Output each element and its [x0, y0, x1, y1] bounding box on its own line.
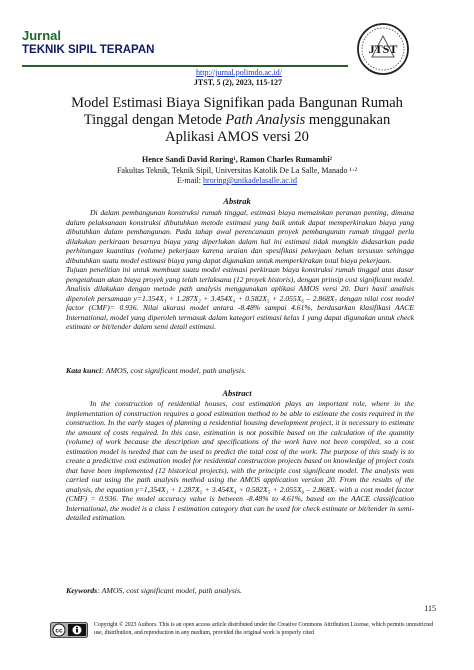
title-line2-italic: Path Analysis [225, 112, 306, 128]
kata-kunci-label: Kata kunci [66, 366, 102, 375]
cc-by-license-icon [50, 622, 88, 638]
author-block [30, 155, 444, 187]
abstrak-heading: Abstrak [223, 196, 251, 206]
keywords-values: : AMOS, cost significant model, path analysis. [97, 586, 242, 595]
abstract-paragraph-1: In the construction of residential houses, cost estimation plays an important role, where in the implementation of construction requires a good estimation method to be able to estimate the costs required in the construction. In the early stages of planning a residential housing development project, it is necessary to estimate the amount of costs required. In this case, estimation is not possible based on the calculation of the quantity (volume) of work because the description and specifications of the work have not been compiled, so a cost estimation model is needed that can be used to predict the total cost of the work. The purpose of this study is to create a predictive cost estimation model for residential construction projects based on knowledge of project costs that have been implemented (12 historical projects), with the principle cost significant model. The analysis was carried out using the path analysis method using the AMOS application version 20. From the results of the analysis, the equation y=1,354X₁ + 1.287X₂ + 3.454X₄ + 0.582X₅ + 2.055X₆ – 2.868X₇ with a cost model factor (CMF) = 0.936. The model accuracy value is between -8.48% to 4.61%, based on the AACE classification International, the model is a class 1 estimation category that can be used for check estimate or bit/tender in semi-detailed estimation. [66, 399, 414, 522]
title-line2-post: menggunakan [305, 112, 391, 128]
abstract-heading: Abstract [222, 388, 252, 398]
journal-meta [194, 68, 282, 88]
abstrak-body [66, 208, 414, 332]
journal-logo-text: JTST [368, 42, 398, 56]
header-divider [22, 65, 348, 67]
abstract-body [66, 399, 414, 523]
cc-badge-text: cc [55, 627, 63, 635]
kata-kunci-line [66, 366, 414, 376]
keywords-line [66, 586, 414, 596]
journal-logo [356, 22, 410, 76]
title-line2-pre: Tinggal dengan Metode [83, 112, 226, 128]
keywords-label: Keywords [66, 586, 98, 595]
journal-name [22, 28, 154, 58]
article-title [30, 95, 444, 146]
journal-name-line1: Jurnal [22, 28, 62, 43]
title-line1: Model Estimasi Biaya Signifikan pada Bangunan Rumah [71, 95, 403, 111]
license-text: Copyright © 2023 Authors. This is an open access article distributed under the Creative Commons Attribution License, which permits unrestricted use, distribution, and reproduction in any medium, provided the original work is properly cited [94, 622, 434, 636]
journal-name-line2: TEKNIK SIPIL TERAPAN [22, 44, 155, 56]
journal-url-link[interactable]: http://jurnal.polimdo.ac.id/ [196, 68, 282, 77]
email-label: E-mail: [177, 176, 203, 185]
author-email-line [30, 176, 444, 187]
author-email-link[interactable]: hroring@unikadelasalle.ac.id [203, 176, 297, 185]
abstrak-paragraph-1: Di dalam pembangunan konstruksi rumah tinggal, estimasi biaya memainkan peranan penting, dimana dalam pelaksanaan konstruksi dibutuhkan metode estimasi yang baik untuk dapat memperkirakan biaya yang dibutuhkan dalam pembangunan. Pada tahap awal perencanaan proyek pembangunan rumah tinggal perlu dilakukan perkiraan besarnya biaya yang diperlukan dalam hal ini estimasi tidak mungkin didasarkan pada perhitungan kuantitas (volume) pekerjaan karena uraian dan spesifikasi pekerjaan belum tersusun sehingga dibutuhkan suatu model estimasi biaya yang dapat digunakan untuk memperkirakan total biaya pekerjaan. [66, 208, 414, 265]
title-line2 [30, 112, 444, 129]
author-affiliation: Fakultas Teknik, Teknik Sipil, Universitas Katolik De La Salle, Manado ¹·² [116, 165, 357, 175]
author-names: Hence Sandi David Roring¹, Ramon Charles Rumambi² [142, 155, 332, 164]
abstrak-paragraph-2: Tujuan penelitian ini untuk membuat suatu model estimasi perkiraan biaya konstruksi rumah tinggal atas dasar pengetahuan akan biaya proyek yang telah terlaksana (12 proyek historis), dengan prinsip cost significant model. Analisis dilakukan dengan metode path analysis menggunakan aplikasi AMOS versi 20. Dari hasil analisis diperoleh persamaan y=1.354X₁ + 1.287X₂ + 3.454X₄ + 0.582X₅ + 2.055X₆ – 2.868X₇ dengan nilai cost model factor (CMF)= 0.936. Nilai akurasi model antara -8.48% sampai 4.61%, berdasarkan klasifikasi AACE International, model yang diperoleh termasuk dalam kategori estimasi kelas 1 yang dapat digunakan untuk check estimate or bit/tender dalam semi detail estimasi. [66, 265, 414, 331]
page-number: 115 [424, 604, 436, 613]
journal-reference: JTST, 5 (2), 2023, 115-127 [193, 78, 282, 87]
title-line3: Aplikasi AMOS versi 20 [165, 129, 309, 145]
kata-kunci-values: : AMOS, cost significant model, path analysis. [101, 366, 247, 375]
